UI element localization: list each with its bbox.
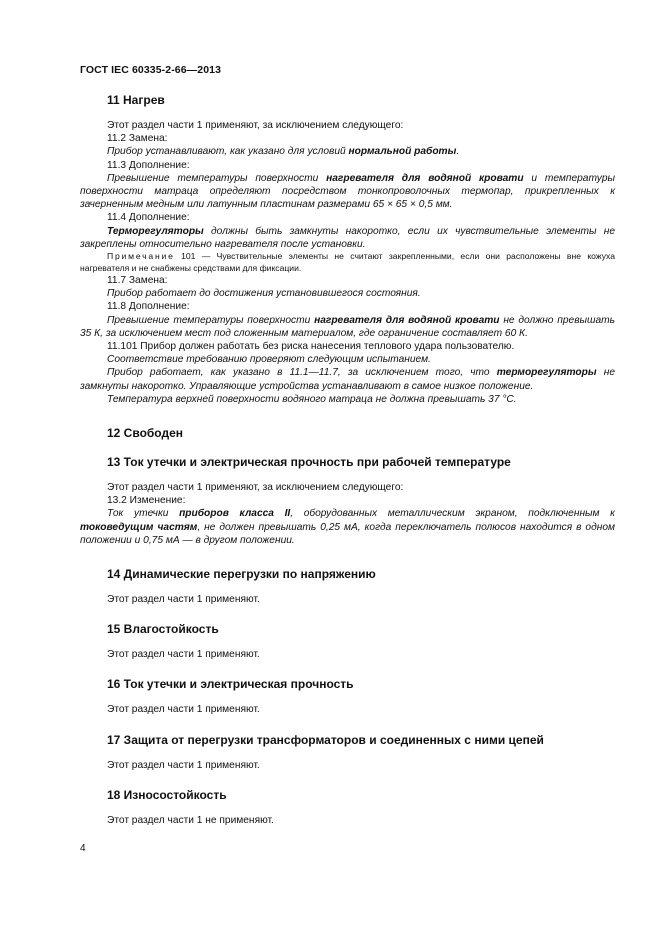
page-number: 4 [80,843,86,854]
clause-11-101-test: Прибор работает, как указано в 11.1—11.7, за исключением того, что терморегуляторы не замкнуты накоротко. Управляющие устройства устанавливают в самое низкое положение. [80,367,615,392]
clause-11-101-check: Соответствие требованию проверяют следующим испытанием. [107,354,431,366]
clause-11-101-limit: Температура верхней поверхности водяного матраца не должна превышать 37 °С. [107,393,517,405]
clause-11-7-heading: 11.7 Замена: [107,275,168,287]
clause-11-2-text: Прибор устанавливают, как указано для условий нормальной работы. [107,146,460,158]
clause-11-2-heading: 11.2 Замена: [107,133,168,145]
clause-11-4-heading: 11.4 Дополнение: [107,212,190,224]
section-16-heading: 16 Ток утечки и электрическая прочность [107,677,354,692]
section-13-heading: 13 Ток утечки и электрическая прочность при рабочей температуре [107,455,511,470]
document-header: ГОСТ IEC 60335-2-66—2013 [80,64,222,76]
section-11-heading: 11 Нагрев [107,93,165,107]
note-101: Примечание 101 — Чувствительные элементы не считают закрепленными, если они расположены вне кожуха нагревателя и не снабжены средствами для фиксации. [80,251,615,273]
section-15-text: Этот раздел части 1 применяют. [107,649,260,661]
clause-11-7-text: Прибор работает до достижения установившегося состояния. [107,288,421,300]
clause-11-8-text: Превышение температуры поверхности нагревателя для водяной кровати не должно превышать 35 К, за исключением мест под сложенным материалом, где ограничение составляет 60 К. [80,314,615,339]
clause-13-2-heading: 13.2 Изменение: [107,495,186,507]
section-12-heading: 12 Свободен [107,426,184,441]
document-body [80,86,615,827]
section-11-intro: Этот раздел части 1 применяют, за исключением следующего: [107,120,404,131]
section-17-text: Этот раздел части 1 применяют. [107,759,260,771]
clause-11-4-text: Терморегуляторы должны быть замкнуты накоротко, если их чувствительные элементы не закреплены относительно нагревателя после установки. [80,225,615,250]
clause-11-101-text: 11.101 Прибор должен работать без риска нанесения теплового удара пользователю. [107,341,515,353]
section-14-heading: 14 Динамические перегрузки по напряжению [107,567,376,582]
section-16-text: Этот раздел части 1 применяют. [107,704,260,716]
clause-13-2-text: Ток утечки приборов класса II, оборудованных металлическим экраном, подключенным к токоведущим частям, не должен превышать 0,25 мА, когда переключатель полюсов находится в одном положении и 0,75 мА — в другом положении. [80,508,615,546]
clause-11-3-heading: 11.3 Дополнение: [107,159,190,171]
clause-11-3-text: Превышение температуры поверхности нагревателя для водяной кровати и температуры поверхности матраца определяют посредством тонкопроволочных термопар, прикрепленных к зачерненным медным или латунным пластинам размерами 65 × 65 × 0,5 мм. [80,172,615,211]
section-18-heading: 18 Износостойкость [107,787,227,802]
section-13-intro: Этот раздел части 1 применяют, за исключением следующего: [107,482,404,494]
section-18-text: Этот раздел части 1 не применяют. [107,814,274,826]
section-14-text: Этот раздел части 1 применяют. [107,594,260,606]
section-17-heading: 17 Защита от перегрузки трансформаторов и соединенных с ними цепей [107,732,544,747]
section-15-heading: 15 Влагостойкость [107,622,219,637]
clause-11-8-heading: 11.8 Дополнение: [107,301,190,313]
